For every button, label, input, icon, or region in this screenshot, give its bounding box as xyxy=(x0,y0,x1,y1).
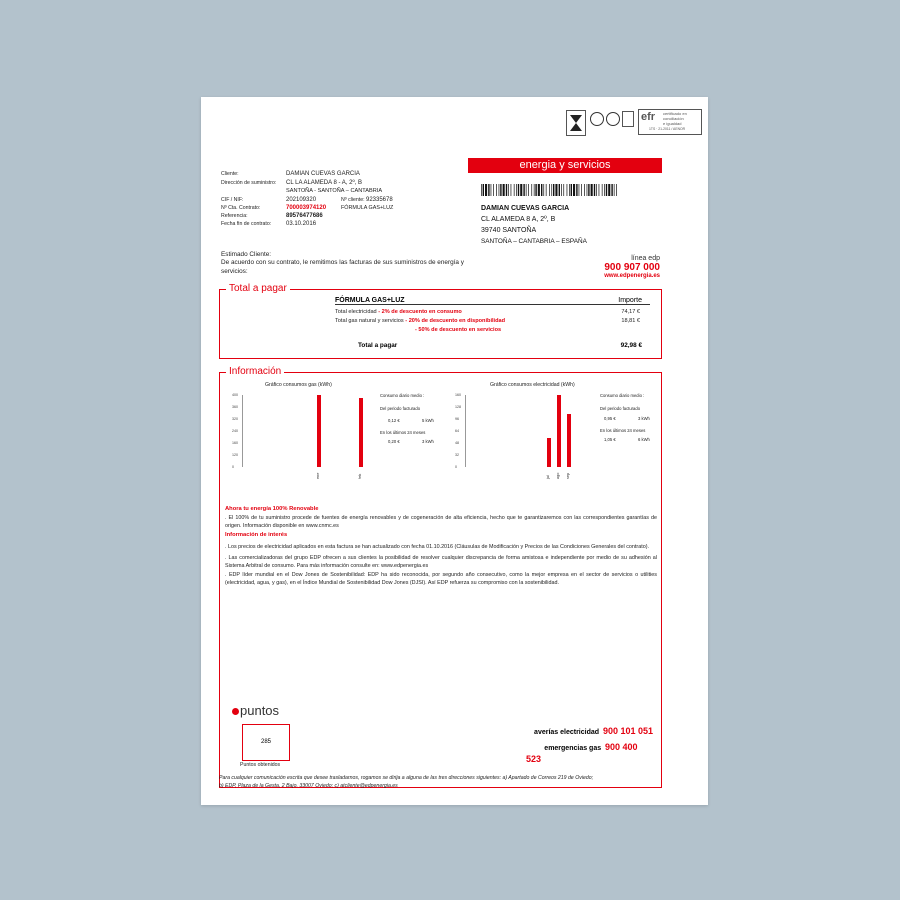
elec-24m-value: 1,05 € xyxy=(604,436,616,442)
invoice-page xyxy=(201,97,708,805)
elec-period-kwh: 3 kWh xyxy=(638,415,650,421)
address-line: CL ALAMEDA 8 A, 2º, B xyxy=(481,216,556,223)
renewable-title: Ahora tu energía 100% Renovable xyxy=(225,506,319,512)
elec-chart-title: Gráfico consumos electricidad (kWh) xyxy=(490,382,575,388)
contract-number: 700003974120 xyxy=(286,205,327,211)
efr-text-2: conciliación xyxy=(663,115,684,121)
elec-period-label: Del periodo facturado xyxy=(600,406,641,412)
y-tick-label: 160 xyxy=(232,441,238,445)
gas-24m-kwh: 3 kWh xyxy=(422,438,434,444)
y-tick-label: 320 xyxy=(232,417,238,421)
averias-elec-phone[interactable]: 900 101 051 xyxy=(602,726,653,736)
er-logo-icon xyxy=(622,111,634,127)
puntos-value: 285 xyxy=(242,724,290,761)
gas-summary-title: Consumo diario medio : xyxy=(380,393,425,398)
barcode-icon xyxy=(481,183,621,195)
linea-web[interactable]: www.edpenergia.es xyxy=(604,273,660,279)
gas-summary xyxy=(380,393,460,445)
gas-chart xyxy=(232,393,382,479)
conciliacion-logo-icon xyxy=(566,110,586,136)
total-box-title: Total a pagar xyxy=(226,283,290,294)
puntos-caption: Puntos obtenidos xyxy=(240,762,281,768)
interest-paragraph-3: . EDP líder mundial en el Dow Jones de Sostenibilidad: EDP ha sido reconocida, por segundo año consecutivo, como la mejor empresa en el sector de servicios o utilities (electricidad, agua, y gas), en el Índice Mundial de Sostenibilidad Dow Jones (DJSI). Así EDP refuerza su compromiso con la sostenibilidad. xyxy=(225,571,657,587)
field-value: 202109320 xyxy=(286,197,317,203)
chart-bar-ago xyxy=(557,395,561,467)
field-label: Nº Cta. Contrato: xyxy=(221,205,261,211)
total-lines xyxy=(335,308,650,335)
recipient-name: DAMIAN CUEVAS GARCIA xyxy=(481,205,570,212)
gas-period-kwh: 5 kWh xyxy=(422,417,434,423)
elec-chart xyxy=(455,393,605,479)
gas-discount: - 20% de descuento en disponibilidad xyxy=(405,318,506,324)
field-label: CIF / NIF: xyxy=(221,197,244,203)
y-axis xyxy=(242,395,243,467)
y-tick-label: 360 xyxy=(232,405,238,409)
field-label: Fecha fin de contrato: xyxy=(221,221,272,227)
linea-edp xyxy=(604,255,660,279)
interest-paragraph-1: . Los precios de electricidad aplicados en esta factura se han actualizado con fecha 01.10.2016 (Cláusulas de Modificación y Precios de las Condiciones Generales del contrato). xyxy=(225,543,650,550)
y-tick-label: 0 xyxy=(232,465,234,469)
linea-phone[interactable]: 900 907 000 xyxy=(604,262,660,273)
field-label: Dirección de suministro: xyxy=(221,180,277,186)
chart-bar-feb xyxy=(359,398,363,467)
electricity-amount: 74,17 € xyxy=(621,309,640,315)
address-line: SANTOÑA – CANTABRIA – ESPAÑA xyxy=(481,238,587,245)
total-box xyxy=(219,283,662,359)
y-tick-label: 96 xyxy=(455,417,459,421)
greeting-text: De acuerdo con su contrato, le remitimos las facturas de sus suministros de energía y servicios: xyxy=(221,259,464,275)
elec-period-value: 0,95 € xyxy=(604,415,616,421)
import-header: Importe xyxy=(618,297,642,304)
product-name: FÓRMULA GAS+LUZ xyxy=(335,297,405,304)
gas-24m-label: En los últimos 24 meses xyxy=(380,429,426,435)
averias-elec-label: averías electricidad xyxy=(534,729,600,736)
elec-summary-title: Consumo diario medio : xyxy=(600,393,645,398)
field-label: Referencia: xyxy=(221,213,248,219)
contract-product: FÓRMULA GAS+LUZ xyxy=(341,205,394,211)
y-tick-label: 64 xyxy=(455,429,459,433)
chart-bar-jul xyxy=(547,438,551,467)
x-tick-label: jul xyxy=(546,475,550,479)
electricity-discount: - 2% de descuento en consumo xyxy=(378,309,462,315)
iqnet-logo-icon xyxy=(606,112,620,126)
y-tick-label: 128 xyxy=(455,405,461,409)
field-value: 89576477686 xyxy=(286,213,323,219)
y-axis xyxy=(465,395,466,467)
efr-logo-icon: efr certificado en conciliación e igualdad 1TS · 21-2011 / AENOR xyxy=(638,109,702,135)
interest-title: Información de interés xyxy=(225,531,288,538)
elec-24m-label: En los últimos 24 meses xyxy=(600,427,646,433)
client-number: 92335678 xyxy=(366,197,393,203)
field-value: SANTOÑA - SANTOÑA – CANTABRIA xyxy=(286,188,383,194)
electricity-label: Total electricidad xyxy=(335,309,377,315)
field-value: CL LA ALAMEDA 8 - A, 2º, B xyxy=(286,180,363,186)
gas-period-label: Del periodo facturado xyxy=(380,406,421,412)
y-tick-label: 48 xyxy=(455,441,459,445)
certification-logos xyxy=(566,107,702,137)
salutation: Estimado Cliente: xyxy=(221,251,272,258)
info-text xyxy=(225,505,657,588)
interest-paragraph-2: . Las comercializadoras del grupo EDP ofrecen a sus clientes la posibilidad de resolver cualquier discrepancia de forma amistosa e independiente por medio de su adhesión al Sistema Arbitral de consumo. Para más información consulte en: www.edpenergia.es xyxy=(225,555,657,570)
puntos-logo-text: puntos xyxy=(240,703,280,718)
efr-text-3: e igualdad xyxy=(663,120,682,126)
header-banner: energia y servicios xyxy=(468,158,662,173)
x-tick-label: ago xyxy=(556,472,560,479)
y-tick-label: 0 xyxy=(455,465,457,469)
gas-period-value: 0,12 € xyxy=(388,417,400,423)
gas-amount: 18,81 € xyxy=(621,318,640,324)
field-value: DAMIAN CUEVAS GARCIA xyxy=(286,171,360,177)
total-row xyxy=(358,342,650,349)
emergencias-gas-phone-end[interactable]: 523 xyxy=(526,754,542,764)
gas-24m-value: 0,20 € xyxy=(388,438,400,444)
y-tick-label: 32 xyxy=(455,453,459,457)
gas-chart-title: Gráfico consumos gas (kWh) xyxy=(265,382,332,388)
total-header xyxy=(335,297,650,305)
chart-bar-ene xyxy=(317,395,321,467)
address-line: 39740 SANTOÑA xyxy=(481,227,537,234)
emergencias-gas-phone[interactable]: 900 400 xyxy=(605,742,638,752)
total-label: Total a pagar xyxy=(358,342,398,349)
y-tick-label: 240 xyxy=(232,429,238,433)
info-box xyxy=(219,366,662,788)
greeting xyxy=(221,251,471,276)
elec-summary xyxy=(600,393,660,443)
total-amount: 92,98 € xyxy=(620,342,642,349)
renewable-text: . El 100% de tu suministro procede de fuentes de energía renovables y de cogeneración de alta eficiencia, hecho que te garantizaremos con las correspondientes garantías de origen. Información disponible en www.cnmc.es xyxy=(225,514,657,530)
puntos-logo xyxy=(232,703,279,718)
x-tick-label: ene xyxy=(316,472,320,479)
chart-bar-sep xyxy=(567,414,571,467)
address-block xyxy=(481,203,587,247)
footer xyxy=(219,775,689,791)
client-number-label: Nº cliente: xyxy=(341,197,365,203)
field-label: Cliente: xyxy=(221,171,239,177)
y-tick-label: 120 xyxy=(232,453,238,457)
linea-label: línea edp xyxy=(631,255,660,262)
gas-label: Total gas natural y servicios xyxy=(335,318,404,324)
emergencias-gas-label: emergencias gas xyxy=(544,745,602,752)
x-tick-label: feb xyxy=(358,473,362,479)
info-box-title: Información xyxy=(226,366,284,377)
y-tick-label: 160 xyxy=(455,393,461,397)
footer-line-1: Para cualquier comunicación escrita que desee trasladarnos, rogamos se dirija a alguna de las tres direcciones siguientes: a) Apartado de Correos 219 de Oviedo; xyxy=(219,775,594,781)
elec-24m-kwh: 6 kWh xyxy=(638,436,650,442)
emergency-numbers xyxy=(534,724,653,756)
services-discount: - 50% de descuento en servicios xyxy=(415,327,502,333)
y-tick-label: 400 xyxy=(232,393,238,397)
puntos-dot-icon xyxy=(232,708,239,715)
efr-code: 1TS · 21-2011 / AENOR xyxy=(649,127,686,131)
aenor-iso-logo-icon xyxy=(590,112,604,126)
field-value: 03.10.2016 xyxy=(286,221,317,227)
efr-text-1: certificado en xyxy=(663,111,687,116)
x-tick-label: sep xyxy=(566,472,570,479)
footer-line-2: b) EDP, Plaza de la Gesta, 2 Bajo. 33007 Oviedo; c) atcliente@edpenergia.es xyxy=(219,782,398,789)
